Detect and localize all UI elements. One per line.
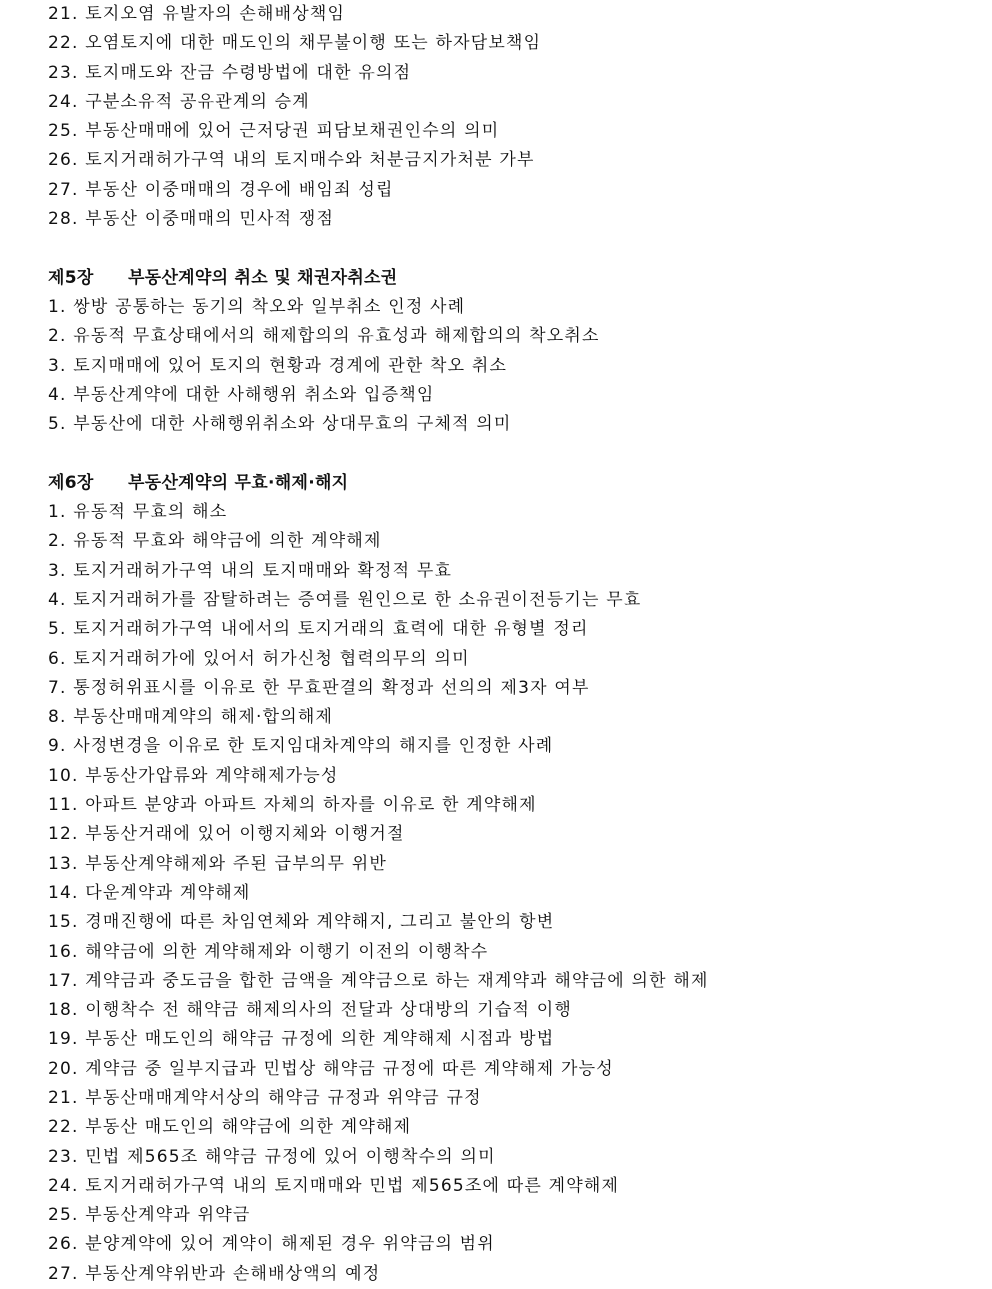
list-item: 24. 구분소유적 공유관계의 승계 (48, 91, 310, 112)
list-item: 5. 토지거래허가구역 내에서의 토지거래의 효력에 대한 유형별 정리 (48, 619, 589, 640)
list-item: 1. 쌍방 공통하는 동기의 착오와 일부취소 인정 사례 (48, 296, 466, 317)
list-item: 9. 사정변경을 이유로 한 토지임대차계약의 해지를 인정한 사례 (48, 736, 554, 757)
list-item: 11. 아파트 분양과 아파트 자체의 하자를 이유로 한 계약해제 (48, 795, 537, 816)
chapter-heading (48, 264, 968, 293)
list-item: 25. 부동산계약과 위약금 (48, 1205, 251, 1226)
list-item: 20. 계약금 중 일부지급과 민법상 해약금 규정에 따른 계약해제 가능성 (48, 1058, 614, 1079)
list-item: 3. 토지매매에 있어 토지의 현황과 경계에 관한 착오 취소 (48, 355, 508, 376)
list-item: 27. 부동산 이중매매의 경우에 배임죄 성립 (48, 179, 394, 200)
list-item: 23. 민법 제565조 해약금 규정에 있어 이행착수의 의미 (48, 1146, 496, 1167)
list-item: 27. 부동산계약위반과 손해배상액의 예정 (48, 1263, 381, 1284)
list-item: 1. 유동적 무효의 해소 (48, 502, 228, 523)
list-item: 5. 부동산에 대한 사해행위취소와 상대무효의 구체적 의미 (48, 414, 512, 435)
list-item: 21. 토지오염 유발자의 손해배상책임 (48, 4, 346, 24)
list-item: 26. 분양계약에 있어 계약이 해제된 경우 위약금의 범위 (48, 1234, 495, 1255)
list-item: 26. 토지거래허가구역 내의 토지매수와 처분금지가처분 가부 (48, 150, 535, 171)
table-of-contents (48, 0, 968, 1289)
list-item: 8. 부동산매매계약의 해제·합의해제 (48, 707, 334, 728)
list-item: 24. 토지거래허가구역 내의 토지매매와 민법 제565조에 따른 계약해제 (48, 1175, 620, 1196)
section-spacer (48, 234, 968, 263)
list-item: 17. 계약금과 중도금을 합한 금액을 계약금으로 하는 재계약과 해약금에 의한 해제 (48, 970, 709, 991)
list-item: 25. 부동산매매에 있어 근저당권 피담보채권인수의 의미 (48, 121, 500, 142)
list-item: 16. 해약금에 의한 계약해제와 이행기 이전의 이행착수 (48, 941, 489, 962)
list-item: 4. 토지거래허가를 잠탈하려는 증여를 원인으로 한 소유권이전등기는 무효 (48, 589, 642, 610)
list-item: 4. 부동산계약에 대한 사해행위 취소와 입증책임 (48, 384, 435, 405)
list-item: 13. 부동산계약해제와 주된 급부의무 위반 (48, 853, 388, 874)
list-item: 10. 부동산가압류와 계약해제가능성 (48, 765, 339, 786)
list-item: 19. 부동산 매도인의 해약금 규정에 의한 계약해제 시점과 방법 (48, 1029, 555, 1050)
chapter-title: 부동산계약의 취소 및 채권자취소권 (128, 267, 398, 288)
list-item: 7. 통정허위표시를 이유로 한 무효판결의 확정과 선의의 제3자 여부 (48, 677, 590, 698)
list-item: 14. 다운계약과 계약해제 (48, 882, 251, 903)
list-item: 12. 부동산거래에 있어 이행지체와 이행거절 (48, 824, 405, 845)
list-item: 22. 오염토지에 대한 매도인의 채무불이행 또는 하자담보책임 (48, 33, 542, 54)
list-item: 22. 부동산 매도인의 해약금에 의한 계약해제 (48, 1117, 412, 1138)
list-item: 2. 유동적 무효와 해약금에 의한 계약해제 (48, 531, 382, 552)
chapter-title: 부동산계약의 무효·해제·해지 (128, 472, 349, 493)
list-item: 18. 이행착수 전 해약금 해제의사의 전달과 상대방의 기습적 이행 (48, 1000, 573, 1021)
list-item: 28. 부동산 이중매매의 민사적 쟁점 (48, 209, 335, 230)
chapter-number: 제6장 (48, 472, 94, 493)
list-item: 21. 부동산매매계약서상의 해약금 규정과 위약금 규정 (48, 1087, 482, 1108)
list-item: 3. 토지거래허가구역 내의 토지매매와 확정적 무효 (48, 560, 453, 581)
chapter-number: 제5장 (48, 267, 94, 288)
list-item: 23. 토지매도와 잔금 수령방법에 대한 유의점 (48, 62, 412, 83)
list-item: 6. 토지거래허가에 있어서 허가신청 협력의무의 의미 (48, 648, 470, 669)
chapter-heading (48, 469, 968, 498)
section-spacer (48, 439, 968, 468)
list-item: 2. 유동적 무효상태에서의 해제합의의 유효성과 해제합의의 착오취소 (48, 326, 600, 347)
list-item: 15. 경매진행에 따른 차임연체와 계약해지, 그리고 불안의 항변 (48, 912, 555, 933)
